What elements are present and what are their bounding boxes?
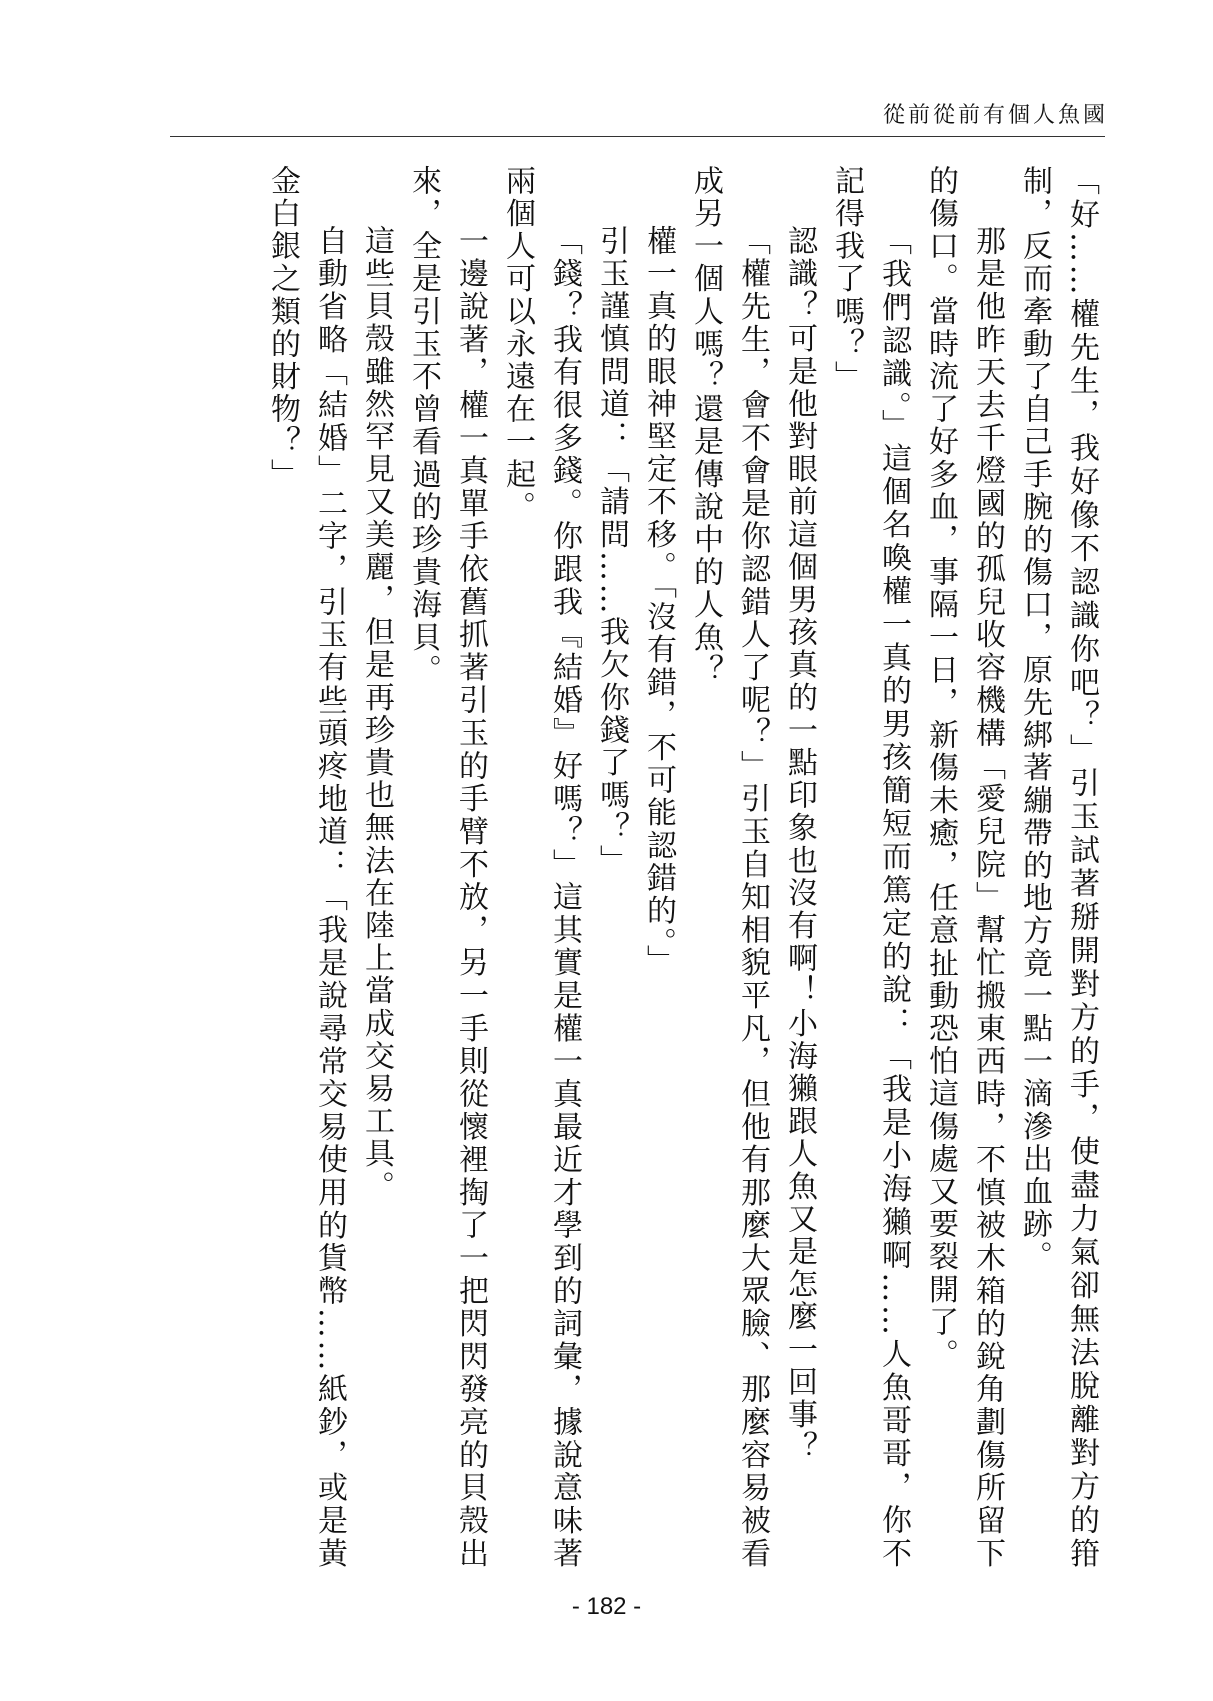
body-text bbox=[170, 165, 1105, 1570]
paragraph: 「我們認識。」這個名喚權一真的男孩簡短而篤定的說：「我是小海獺啊……人魚哥哥，你不記得我了嗎？」 bbox=[829, 165, 911, 1570]
page-number: - 182 - bbox=[571, 1593, 642, 1620]
paragraph: 那是他昨天去千燈國的孤兒收容機構「愛兒院」幫忙搬東西時，不慎被木箱的銳角劃傷所留下的傷口。當時流了好多血，事隔一日，新傷未癒，任意扯動恐怕這傷處又要裂開了。 bbox=[923, 165, 1005, 1570]
paragraph: 「權先生，會不會是你認錯人了呢？」引玉自知相貌平凡，但他有那麼大眾臉、那麼容易被看成另一個人嗎？還是傳說中的人魚？ bbox=[688, 165, 770, 1570]
paragraph: 認識？可是他對眼前這個男孩真的一點印象也沒有啊！小海獺跟人魚又是怎麼一回事？ bbox=[782, 225, 817, 1464]
paragraph: 自動省略「結婚」二字，引玉有些頭疼地道：「我是說尋常交易使用的貨幣……紙鈔，或是黃金白銀之類的財物？」 bbox=[265, 165, 347, 1570]
paragraph: 一邊說著，權一真單手依舊抓著引玉的手臂不放，另一手則從懷裡掏了一把閃閃發亮的貝殼出來，全是引玉不曾看過的珍貴海貝。 bbox=[406, 165, 488, 1570]
header-divider bbox=[170, 136, 1105, 137]
paragraph: 這些貝殼雖然罕見又美麗，但是再珍貴也無法在陸上當成交易工具。 bbox=[359, 225, 394, 1203]
paragraph: 引玉謹慎問道：「請問……我欠你錢了嗎？」 bbox=[594, 225, 629, 877]
paragraph: 「好……權先生，我好像不認識你吧？」引玉試著掰開對方的手，使盡力氣卻無法脫離對方的箝制，反而牽動了自己手腕的傷口，原先綁著繃帶的地方竟一點一滴滲出血跡。 bbox=[1017, 165, 1099, 1570]
running-header: 從前從前有個人魚國 bbox=[882, 103, 1108, 128]
paragraph: 權一真的眼神堅定不移。「沒有錯，不可能認錯的。」 bbox=[641, 225, 676, 978]
paragraph: 「錢？我有很多錢。你跟我『結婚』好嗎？」這其實是權一真最近才學到的詞彙，據說意味著兩個人可以永遠在一起。 bbox=[500, 165, 582, 1570]
